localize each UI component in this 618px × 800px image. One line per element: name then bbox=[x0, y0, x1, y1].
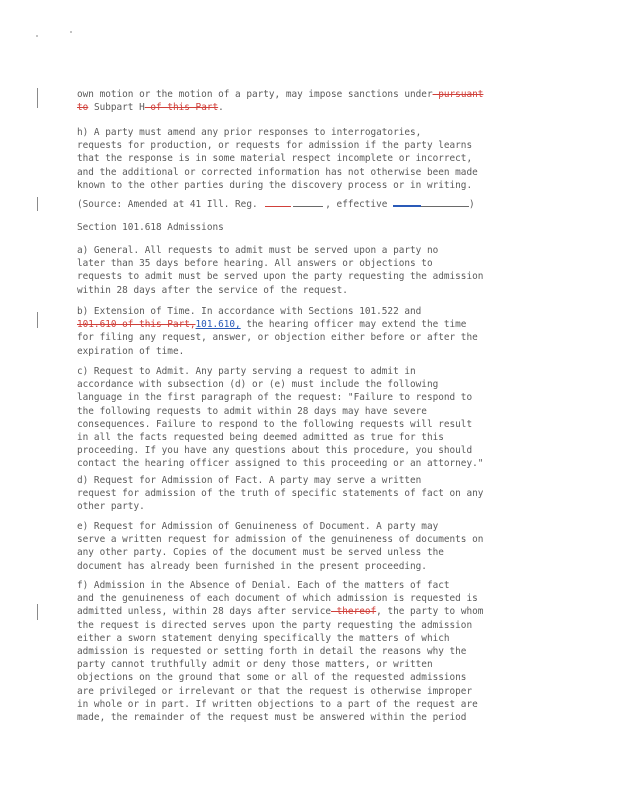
deleted-text: pursuant bbox=[432, 89, 484, 100]
paragraph-h bbox=[77, 126, 547, 192]
text-run: . bbox=[218, 102, 224, 114]
text-line: d) Request for Admission of Fact. A party may serve a written bbox=[77, 475, 422, 486]
text-line: either a sworn statement denying specifically the matters of which bbox=[77, 632, 450, 644]
text-line: expiration of time. bbox=[77, 345, 185, 357]
text-line: and the genuineness of each document of which admission is requested is bbox=[77, 593, 478, 605]
paragraph-c bbox=[77, 365, 547, 471]
paragraph-b bbox=[77, 305, 547, 358]
text-line: e) Request for Admission of Genuineness of Document. A party may bbox=[77, 521, 439, 532]
blank-page bbox=[293, 206, 323, 207]
text-line: language in the first paragraph of the request: "Failure to respond to bbox=[77, 392, 473, 404]
change-bar bbox=[37, 197, 38, 211]
paragraph-a bbox=[77, 244, 547, 297]
text-line: serve a written request for admission of the genuineness of documents on bbox=[77, 534, 484, 546]
text-line: in all the facts requested being deemed admitted as true for this bbox=[77, 431, 444, 443]
text-line: request for admission of the truth of specific statements of fact on any bbox=[77, 488, 484, 500]
scan-speck bbox=[70, 31, 72, 33]
text-line: Section 101.618 Admissions bbox=[77, 222, 224, 233]
text-line: known to the other parties during the discovery process or in writing. bbox=[77, 179, 473, 191]
text-line: within 28 days after the service of the request. bbox=[77, 284, 348, 296]
text-run: own motion or the motion of a party, may impose sanctions under bbox=[77, 89, 433, 100]
text-line: admission is requested or setting forth in detail the reasons why the bbox=[77, 645, 467, 657]
text-line: any other party. Copies of the document must be served unless the bbox=[77, 547, 444, 559]
blank-volume bbox=[265, 206, 291, 207]
change-bar bbox=[37, 604, 38, 620]
text-line: consequences. Failure to respond to the following requests will result bbox=[77, 418, 473, 430]
text-line bbox=[77, 198, 547, 211]
deleted-text: 101.610 of this Part, bbox=[77, 319, 196, 331]
text-run: the hearing officer may extend the time bbox=[240, 319, 467, 331]
text-line: a) General. All requests to admit must be served upon a party no bbox=[77, 245, 439, 256]
text-line: party cannot truthfully admit or deny those matters, or written bbox=[77, 659, 433, 671]
deleted-text: to bbox=[77, 102, 89, 114]
text-line: h) A party must amend any prior responses to interrogatories, bbox=[77, 127, 422, 138]
text-line: contact the hearing officer assigned to this proceeding or an attorney." bbox=[77, 458, 484, 470]
text-line bbox=[77, 101, 547, 114]
blank-date bbox=[421, 206, 469, 207]
deleted-text: of this Part bbox=[144, 102, 219, 114]
paragraph-d bbox=[77, 474, 547, 514]
text-line: accordance with subsection (d) or (e) must include the following bbox=[77, 379, 439, 391]
paragraph-e bbox=[77, 520, 547, 573]
text-line: b) Extension of Time. In accordance with Sections 101.522 and bbox=[77, 306, 422, 317]
text-line: other party. bbox=[77, 501, 145, 513]
text-line: the following requests to admit within 28 days may have severe bbox=[77, 405, 427, 417]
section-heading bbox=[77, 221, 547, 234]
text-line: requests for production, or requests for admission if the party learns bbox=[77, 140, 473, 152]
text-line: made, the remainder of the request must be answered within the period bbox=[77, 711, 467, 723]
text-line bbox=[77, 605, 547, 618]
text-line: c) Request to Admit. Any party serving a request to admit in bbox=[77, 366, 416, 377]
text-line: and the additional or corrected information has not otherwise been made bbox=[77, 166, 478, 178]
text-line bbox=[77, 318, 547, 331]
text-line: proceeding. If you have any questions about this procedure, you should bbox=[77, 445, 473, 457]
text-line bbox=[77, 88, 547, 101]
text-line: objections on the ground that some or all of the requested admissions bbox=[77, 672, 467, 684]
text-run: ) bbox=[469, 199, 475, 210]
text-run: , effective bbox=[325, 199, 393, 210]
source-note bbox=[77, 198, 547, 211]
text-line: for filing any request, answer, or objection either before or after the bbox=[77, 332, 478, 344]
text-run: admitted unless, within 28 days after service bbox=[77, 606, 331, 618]
blank-month bbox=[393, 205, 421, 207]
text-line: requests to admit must be served upon the party requesting the admission bbox=[77, 271, 484, 283]
text-line: that the response is in some material respect incomplete or incorrect, bbox=[77, 153, 473, 165]
text-line: later than 35 days before hearing. All answers or objections to bbox=[77, 258, 433, 270]
text-line: f) Admission in the Absence of Denial. Each of the matters of fact bbox=[77, 580, 450, 591]
deleted-text: thereof bbox=[331, 606, 377, 618]
text-run: Subpart H bbox=[88, 102, 145, 114]
text-run: (Source: Amended at 41 Ill. Reg. bbox=[77, 199, 264, 210]
change-bar bbox=[37, 312, 38, 328]
inserted-text: 101.610, bbox=[195, 319, 241, 331]
paragraph-continuation bbox=[77, 88, 547, 114]
text-line: the request is directed serves upon the party requesting the admission bbox=[77, 619, 473, 631]
paragraph-f bbox=[77, 579, 547, 724]
change-bar bbox=[37, 88, 38, 108]
text-line: are privileged or irrelevant or that the request is otherwise improper bbox=[77, 685, 473, 697]
text-run: , the party to whom bbox=[376, 606, 484, 618]
scan-speck bbox=[36, 35, 38, 37]
text-line: document has already been furnished in the present proceeding. bbox=[77, 560, 427, 572]
text-line: in whole or in part. If written objections to a part of the request are bbox=[77, 698, 478, 710]
